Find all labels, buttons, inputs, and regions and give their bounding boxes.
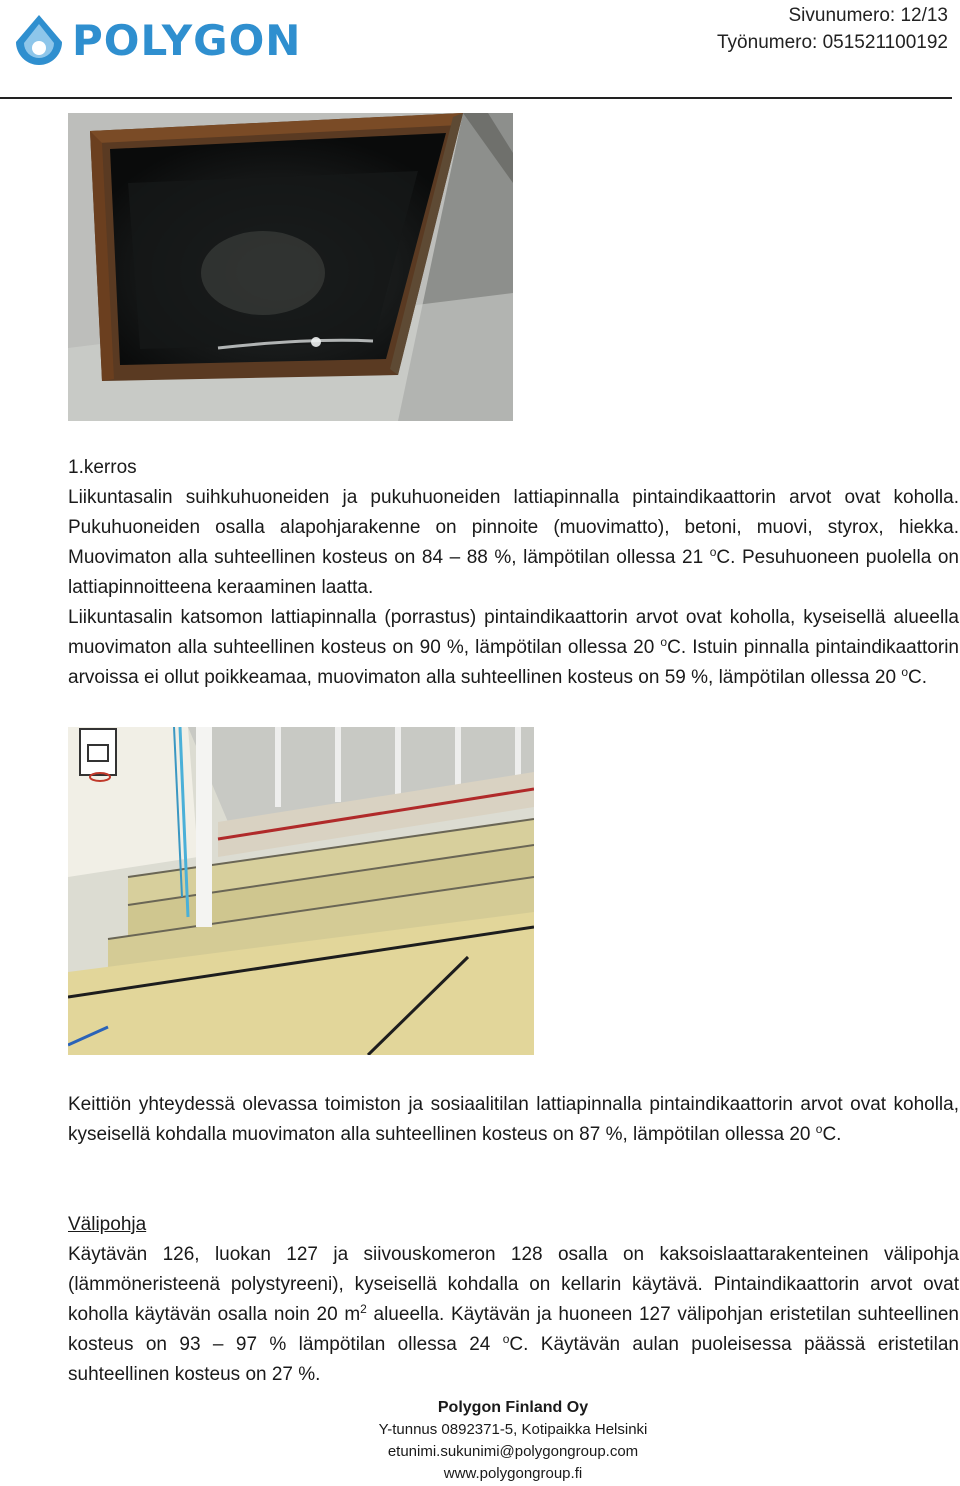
section-kitchen <box>68 1090 959 1150</box>
job-number: Työnumero: 051521100192 <box>717 32 948 53</box>
gym-stands-photo <box>68 727 534 1055</box>
section-intermediate-floor <box>68 1210 959 1390</box>
footer-business-id: Y-tunnus 0892371-5, Kotipaikka Helsinki <box>378 1421 648 1438</box>
paragraph-stands: Liikuntasalin katsomon lattiapinnalla (porrastus) pintaindikaattorin arvot ovat koholla, kyseisellä alueella muovimaton alla suhteellinen kosteus on 90 %, lämpötilan ollessa 20 $^o$C. Istuin pinnalla pintaindikaattorin arvoissa ei ollut poikkeamaa, muovimaton alla suhteellinen kosteus on 59 %, lämpötilan ollessa 20 $^o$C. <box>68 607 959 688</box>
polygon-logo <box>10 12 320 70</box>
footer-email: etunimi.sukunimi@polygongroup.com <box>387 1443 639 1460</box>
footer-website: www.polygongroup.fi <box>443 1465 583 1482</box>
logo-wordmark: POLYGON <box>72 16 302 65</box>
company-footer <box>0 1397 960 1485</box>
floor-heading: 1.kerros <box>68 457 137 478</box>
section-first-floor <box>68 453 959 693</box>
page-number: Sivunumero: 12/13 <box>788 5 948 26</box>
subheading-valipohja: Välipohja <box>68 1214 147 1235</box>
page-meta <box>717 2 948 56</box>
footer-company: Polygon Finland Oy <box>437 1399 589 1416</box>
paragraph-intermediate-floor: Käytävän 126, luokan 127 ja siivouskomeron 128 osalla on kaksoislaattarakenteinen välipohja (lämmöneristeenä polystyreeni), kyseisellä kohdalla on kellarin käytävä. Pintaindikaattorin arvot ovat koholla käytävän osalla noin 20 $m^2$ alueella. Käytävän ja huoneen 127 välipohjan eristetilan suhteellinen kosteus on 93 – 97 % lämpötilan ollessa 24 $^o$C. Käytävän aulan puoleisessa päässä eristetilan suhteellinen kosteus on 27 %. <box>68 1244 960 1385</box>
polygon-drop-logo-icon <box>10 12 68 70</box>
header-divider <box>0 97 952 99</box>
paragraph-locker-rooms: Liikuntasalin suihkuhuoneiden ja pukuhuoneiden lattiapinnalla pintaindikaattorin arvot ovat koholla. Pukuhuoneiden osalla alapohjarakenne on pinnoite (muovimatto), betoni, muovi, styrox, hiekka. Muovimaton alla suhteellinen kosteus on 84 – 88 %, lämpötilan ollessa 21 $^o$C. Pesuhuoneen puolella on lattiapinnoitteena keraaminen laatta. <box>68 487 959 598</box>
floor-hatch-photo <box>68 113 513 421</box>
paragraph-kitchen-office: Keittiön yhteydessä olevassa toimiston ja sosiaalitilan lattiapinnalla pintaindikaattorin arvot ovat koholla, kyseisellä kohdalla muovimaton alla suhteellinen kosteus on 87 %, lämpötilan ollessa 20 $^o$C. <box>68 1094 959 1145</box>
